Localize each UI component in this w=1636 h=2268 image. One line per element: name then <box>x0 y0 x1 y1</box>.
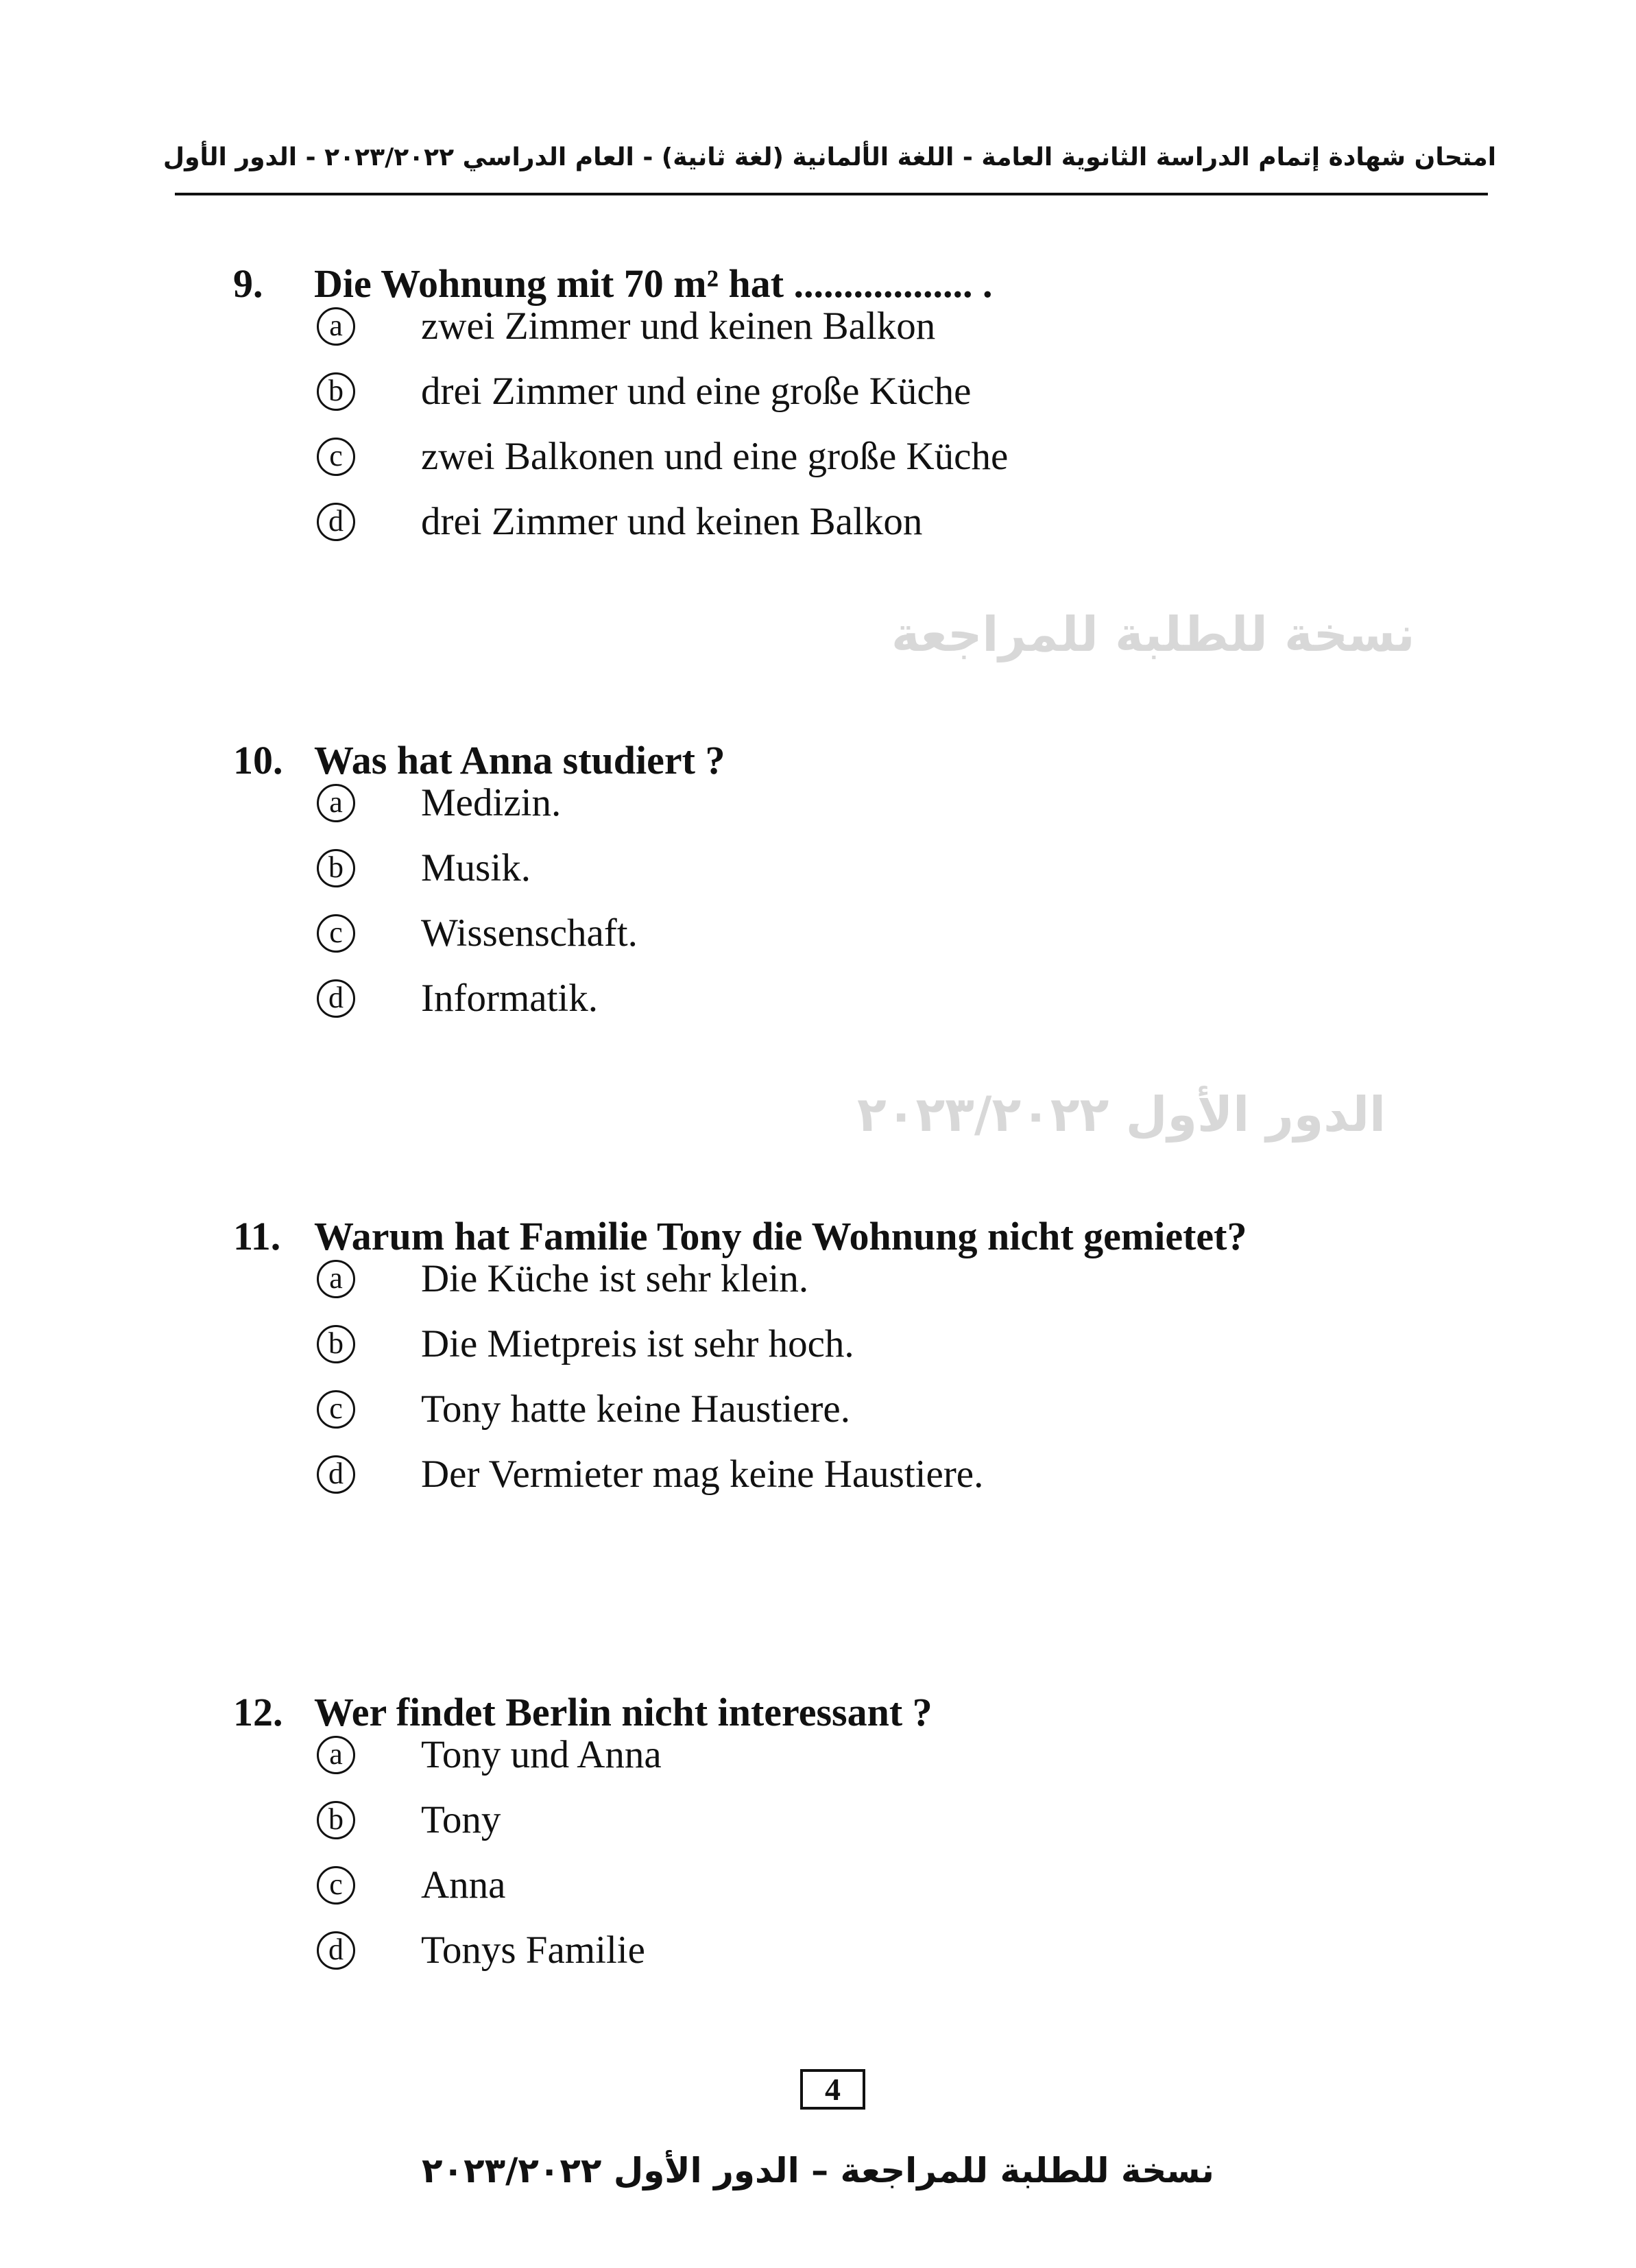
option-letter-circle[interactable]: b <box>317 849 355 887</box>
header-divider <box>175 193 1488 195</box>
option-text: Informatik. <box>421 977 599 1020</box>
option-text: drei Zimmer und eine große Küche <box>421 370 972 413</box>
answer-option-d[interactable] <box>0 499 1371 547</box>
answer-option-b[interactable] <box>0 1321 1371 1369</box>
option-letter-circle[interactable]: c <box>317 1390 355 1429</box>
option-letter-circle[interactable]: a <box>317 1736 355 1774</box>
option-letter-circle[interactable]: a <box>317 784 355 822</box>
option-letter-circle[interactable]: b <box>317 372 355 411</box>
option-letter-circle[interactable]: c <box>317 438 355 476</box>
answer-option-a[interactable] <box>0 780 1371 828</box>
answer-option-d[interactable] <box>0 1451 1371 1499</box>
question-text: Wer findet Berlin nicht interessant ? <box>314 1690 933 1734</box>
answer-option-b[interactable] <box>0 368 1371 416</box>
option-letter-circle[interactable]: d <box>317 503 355 541</box>
answer-option-c[interactable] <box>0 910 1371 958</box>
option-letter-circle[interactable]: b <box>317 1801 355 1839</box>
option-text: Die Mietpreis ist sehr hoch. <box>421 1322 854 1365</box>
answer-option-a[interactable] <box>0 1256 1371 1304</box>
question-number: 9. <box>233 261 263 306</box>
watermark-text: نسخة للطلبة للمراجعة <box>891 606 1415 663</box>
answer-option-b[interactable] <box>0 1797 1371 1845</box>
option-text: Tony <box>421 1798 501 1841</box>
question-text: Warum hat Familie Tony die Wohnung nicht gemietet? <box>314 1214 1247 1258</box>
answer-option-c[interactable] <box>0 433 1371 481</box>
option-text: Wissenschaft. <box>421 911 638 955</box>
option-letter-circle[interactable]: d <box>317 979 355 1018</box>
question-text: Die Wohnung mit 70 m² hat .................. . <box>314 261 993 306</box>
option-text: Tony und Anna <box>421 1733 662 1776</box>
answer-option-a[interactable] <box>0 1732 1371 1780</box>
option-text: Tonys Familie <box>421 1929 645 1972</box>
option-letter-circle[interactable]: a <box>317 307 355 346</box>
answer-option-c[interactable] <box>0 1862 1371 1910</box>
answer-option-a[interactable] <box>0 303 1371 351</box>
option-text: drei Zimmer und keinen Balkon <box>421 500 923 543</box>
question-number: 11. <box>233 1214 281 1258</box>
option-letter-circle[interactable]: d <box>317 1931 355 1970</box>
footer-text: نسخة للطلبة للمراجعة – الدور الأول ٢٠٢٣/٢٠٢٢ <box>422 2151 1214 2191</box>
option-letter-circle[interactable]: c <box>317 1866 355 1905</box>
question-text: Was hat Anna studiert ? <box>314 738 725 783</box>
option-letter-circle[interactable]: d <box>317 1455 355 1494</box>
page-number: 4 <box>800 2069 865 2110</box>
watermark-text: الدور الأول ٢٠٢٣/٢٠٢٢ <box>857 1086 1386 1143</box>
option-text: Der Vermieter mag keine Haustiere. <box>421 1453 984 1496</box>
option-text: Musik. <box>421 846 531 890</box>
option-text: Die Küche ist sehr klein. <box>421 1257 809 1300</box>
answer-option-b[interactable] <box>0 845 1371 893</box>
option-text: Tony hatte keine Haustiere. <box>421 1387 850 1431</box>
option-text: zwei Balkonen und eine große Küche <box>421 435 1009 478</box>
exam-header-title: امتحان شهادة إتمام الدراسة الثانوية العامة - اللغة الألمانية (لغة ثانية) - العام الدراسي ٢٠٢٣/٢٠٢٢ - الدور الأول <box>163 143 1497 171</box>
option-letter-circle[interactable]: b <box>317 1325 355 1363</box>
option-text: Medizin. <box>421 781 562 824</box>
question-number: 10. <box>233 738 283 783</box>
answer-option-c[interactable] <box>0 1386 1371 1434</box>
option-letter-circle[interactable]: a <box>317 1260 355 1298</box>
question-number: 12. <box>233 1690 283 1734</box>
answer-option-d[interactable] <box>0 1927 1371 1975</box>
option-text: Anna <box>421 1863 506 1907</box>
answer-option-d[interactable] <box>0 975 1371 1023</box>
option-letter-circle[interactable]: c <box>317 914 355 953</box>
option-text: zwei Zimmer und keinen Balkon <box>421 305 936 348</box>
